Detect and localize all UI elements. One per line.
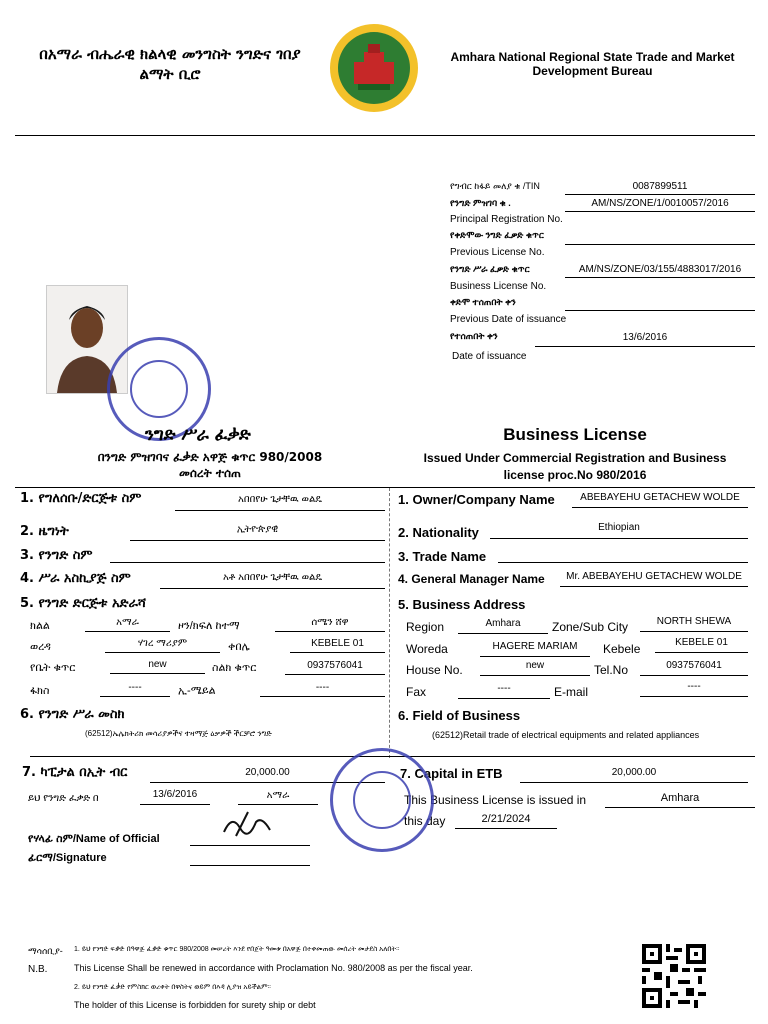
phone-value-am: 0937576041 [307,660,363,671]
issued-label-en: This Business License is issued in [404,793,587,807]
capital-label-am: 7. ካፒታል በኢት ብር [22,765,128,780]
prev-date-value [565,310,755,311]
woreda-value-en: HAGERE MARIAM [492,641,578,652]
note-2-am: 2. ይህ የንግድ ፈቃድ የምስክር ወረቀት በዋስትና ወይም በእዳ ሊያዝ አይችልም። [74,984,271,991]
manager-value-am: አቶ አበበየሁ ጌታቸዉ ወልዴ [222,572,323,583]
zone-value-am: ሰሜን ሸዋ [311,617,349,628]
tin-label: የግብር ከፋይ መለያ ቁ /TIN [450,181,540,191]
kebele-value-en: KEBELE 01 [675,637,728,648]
owner-value-am: አበበየሁ ጌታቸዉ ወልዴ [238,494,322,505]
capital-value-am: 20,000.00 [245,767,290,778]
principal-reg-en: Principal Registration No. [450,214,563,225]
email-value-am: ---- [315,682,330,693]
woreda-label-am: ወረዳ [30,641,51,653]
region-label-en: Region [406,620,445,634]
official-stamp-right [330,748,434,852]
qr-code [642,944,706,1008]
capital-label-en: 7. Capital in ETB [400,766,503,781]
region-value-am: አማራ [116,617,139,628]
prev-license-am: የቀድሞው ንግድ ፈቃድ ቁጥር [450,230,544,240]
nationality-value-en: Ethiopian [598,522,640,533]
owner-label-en: 1. Owner/Company Name [398,492,555,507]
field-label-en: 6. Field of Business [398,708,521,723]
business-license-value: AM/NS/ZONE/03/155/4883017/2016 [578,264,742,275]
woreda-value-am: ሃገረ ማሪያም [137,638,188,649]
zone-label-am: ዞን/ክፍለ ከተማ [178,620,240,632]
nationality-label-am: 2. ዜግነት [20,524,69,539]
trade-name-label-en: 3. Trade Name [398,549,487,564]
trade-name-value-am [110,562,385,563]
field-label-am: 6. የንግድ ሥራ መስክ [20,707,125,722]
official-name-label: የሃላፊ ስም/Name of Official [28,833,160,845]
issued-label-am: ይህ የንግድ ፈቃድ በ [28,793,99,804]
nationality-label-en: 2. Nationality [398,525,479,540]
email-label-am: ኢ-ሜይል [178,685,216,697]
manager-label-en: 4. General Manager Name [398,572,545,586]
region-label-am: ክልል [30,620,50,632]
house-label-am: የቤት ቁጥር [30,662,76,674]
day-label-en: this day [404,814,446,828]
prev-date-am: ቀድሞ ተሰጠበት ቀን [450,297,516,307]
field-value-am: (62512)ኤሌክትሪክ መሳሪያዎችና ተዛማጅ ዕቃዎች ችርቻሮ ንግድ [85,729,272,738]
business-license-am: የንግድ ሥራ ፈቃድ ቁጥር [450,264,530,274]
prev-license-value [565,244,755,245]
note-1-en: This License Shall be renewed in accordance with Proclamation No. 980/2008 as per the fiscal year. [74,963,473,973]
zone-label-en: Zone/Sub City [552,620,629,634]
address-label-am: 5. የንግድ ድርጅቱ አድራሻ [20,596,147,611]
tin-value: 0087899511 [632,181,688,192]
nationality-value-am: ኢትዮጵያዊ [236,524,279,535]
note-1-am: 1. ይህ የንግድ ፍቃድ በዓዋጅ ፈቃድ ቁጥር 980/2008 መሠረት እንደ የበጀት ዓመቱ በአዋጅ በተቀመጠው መሰረት መታደስ አለበት። [74,946,400,953]
phone-value-en: 0937576041 [666,660,722,671]
issued-place-en: Amhara [660,792,700,804]
capital-value-en: 20,000.00 [611,767,657,778]
amharic-bureau-title: በአማራ ብሔራዊ ክልላዊ መንግስት ንግድና ገበያ ልማት ቢሮ [39,45,301,83]
fax-label-en: Fax [406,685,427,699]
license-title-am: ንግድ ሥራ ፈቃድ [145,425,251,445]
house-value-en: new [525,660,545,671]
kebele-value-am: KEBELE 01 [311,638,364,649]
issued-date-am: 13/6/2016 [152,789,198,800]
principal-reg-am: የንግድ ምዝገባ ቁ . [450,198,511,208]
notes-heading-en: N.B. [28,964,48,975]
business-license-en: Business License No. [450,281,547,292]
fax-value-am: ---- [128,682,142,693]
woreda-label-en: Woreda [406,642,448,656]
owner-label-am: 1. የግለሰቡ/ድርጅቱ ስም [20,491,142,506]
issue-date-value: 13/6/2016 [622,332,668,343]
note-2-en: The holder of this License is forbidden for surety ship or debt [74,1000,316,1010]
prev-date-en: Previous Date of issuance [450,314,567,325]
manager-value-en: Mr. ABEBAYEHU GETACHEW WOLDE [566,571,742,582]
house-value-am: new [148,659,167,670]
header-divider [15,135,755,136]
principal-reg-value: AM/NS/ZONE/1/0010057/2016 [591,198,729,209]
region-value-en: Amhara [485,618,521,629]
house-label-en: House No. [406,663,463,677]
issue-date-am: የተሰጠበት ቀን [450,331,498,341]
owner-value-en: ABEBAYEHU GETACHEW WOLDE [580,492,740,503]
day-value-en: 2/21/2024 [481,813,531,825]
fax-value-en: ---- [497,683,511,694]
license-subtitle-am-2: መሰረት ተሰጠ [178,466,241,480]
column-divider [389,488,390,758]
license-subtitle-am-1: በንግድ ምዝገባና ፈቃድ አዋጅ ቁጥር 980/2008 [97,450,323,464]
kebele-label-am: ቀበሌ [228,641,250,653]
license-subtitle-en-1: Issued Under Commercial Registration and Business [423,451,727,465]
section-divider [15,487,755,488]
english-bureau-title: Amhara National Regional State Trade and Market Development Bureau [450,50,735,78]
phone-label-am: ስልክ ቁጥር [212,662,257,674]
fax-label-am: ፋክስ [30,685,50,697]
address-label-en: 5. Business Address [398,597,526,612]
prev-license-en: Previous License No. [450,247,545,258]
email-value-en: ---- [687,681,701,692]
zone-value-en: NORTH SHEWA [656,616,732,627]
license-title-en: Business License [503,425,647,444]
signature-label: ፊርማ/Signature [28,852,107,864]
emblem-logo [328,22,420,114]
license-subtitle-en-2: license proc.No 980/2016 [503,468,647,482]
signature [222,810,272,840]
field-value-en: (62512)Retail trade of electrical equipments and related appliances [432,730,700,740]
phone-label-en: Tel.No [594,663,629,677]
issue-date-en: Date of issuance [452,351,527,362]
trade-name-label-am: 3. የንግድ ስም [20,548,93,563]
email-label-en: E-mail [554,685,589,699]
kebele-label-en: Kebele [603,642,641,656]
manager-label-am: 4. ሥራ አስኪያጅ ስም [20,571,131,586]
notes-heading-am: ማሳሰቢያ- [28,946,63,956]
trade-name-value-en [498,562,748,563]
issued-place-am: አማራ [266,790,290,801]
